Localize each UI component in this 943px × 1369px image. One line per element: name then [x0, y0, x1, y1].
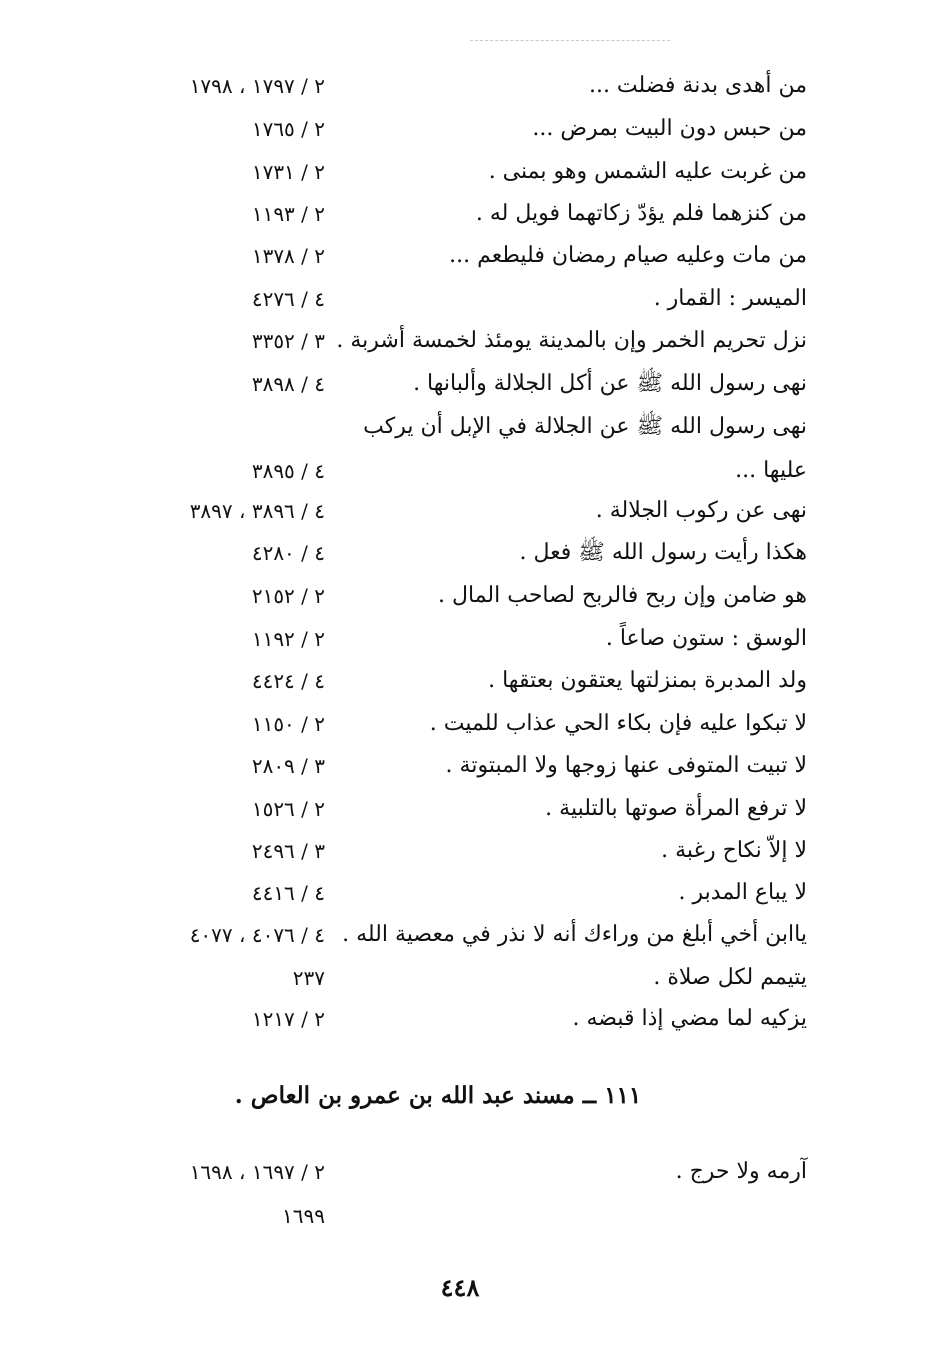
index-entry	[0, 659, 943, 703]
index-entry	[0, 871, 943, 915]
index-entry	[0, 997, 943, 1041]
hadith-text: ياابن أخي أبلغ من وراءك أنه لا نذر في معصية الله .	[342, 922, 807, 947]
index-entry	[0, 702, 943, 746]
index-entry	[0, 1150, 943, 1194]
hadith-reference: ٤ / ٤٢٨٠	[251, 541, 325, 565]
hadith-reference: ٤ / ٤٤٢٤	[251, 669, 325, 693]
hadith-reference: ١٦٩٩	[282, 1204, 325, 1228]
index-entry	[0, 489, 943, 533]
index-entry	[0, 913, 943, 957]
hadith-text: يزكيه لما مضي إذا قبضه .	[572, 1006, 807, 1031]
index-entry	[0, 574, 943, 618]
hadith-reference: ٢ / ١٧٣١	[251, 160, 325, 184]
page-number: ٤٤٨	[440, 1273, 480, 1302]
hadith-reference: ٢ / ١٢١٧	[251, 1007, 325, 1031]
index-entry	[0, 234, 943, 278]
index-entry-continuation	[0, 1194, 943, 1238]
hadith-reference: ٢ / ١٧٩٧ ، ١٧٩٨	[189, 74, 325, 98]
hadith-reference: ٣ / ٢٨٠٩	[251, 754, 325, 778]
index-entry	[0, 617, 943, 661]
hadith-text: من أهدى بدنة فضلت ...	[588, 73, 807, 98]
hadith-reference: ٤ / ٤٢٧٦	[251, 287, 325, 311]
hadith-text: نهى رسول الله ﷺ عن أكل الجلالة وألبانها .	[413, 371, 807, 396]
hadith-reference: ٤ / ٤٤١٦	[251, 881, 325, 905]
index-entry	[0, 319, 943, 363]
index-entry	[0, 405, 943, 493]
hadith-text: نزل تحريم الخمر وإن بالمدينة يومئذ لخمسة أشربة .	[336, 328, 807, 353]
hadith-text: آرمه ولا حرج .	[675, 1159, 807, 1184]
index-entry	[0, 829, 943, 873]
index-entry	[0, 277, 943, 321]
hadith-text: من حبس دون البيت بمرض ...	[532, 116, 807, 141]
hadith-reference: ٤ / ٣٨٩٥	[251, 459, 325, 483]
hadith-text: هو ضامن وإن ربح فالربح لصاحب المال .	[438, 583, 807, 608]
index-entry	[0, 192, 943, 236]
hadith-reference: ٢٣٧	[292, 966, 325, 990]
hadith-reference: ٢ / ١١٩٢	[251, 627, 325, 651]
hadith-text: نهى عن ركوب الجلالة .	[595, 498, 807, 523]
hadith-text: هكذا رأيت رسول الله ﷺ فعل .	[519, 540, 807, 565]
hadith-text: الميسر : القمار .	[653, 286, 807, 311]
hadith-text: نهى رسول الله ﷺ عن الجلالة في الإبل أن يركب عليها ...	[363, 414, 807, 483]
index-entry	[0, 531, 943, 575]
index-entry	[0, 64, 943, 108]
hadith-reference: ٣ / ٢٤٩٦	[251, 839, 325, 863]
hadith-reference: ٢ / ١١٥٠	[251, 712, 325, 736]
index-entry	[0, 787, 943, 831]
hadith-text: من كنزهما فلم يؤدّ زكاتهما فويل له .	[475, 201, 807, 226]
hadith-reference: ٢ / ١٧٦٥	[251, 117, 325, 141]
top-divider	[470, 40, 670, 41]
index-entry	[0, 956, 943, 1000]
hadith-text: لا إلاّ نكاح رغبة .	[661, 838, 807, 863]
hadith-text: من غربت عليه الشمس وهو بمنى .	[488, 159, 807, 184]
index-entry	[0, 362, 943, 406]
hadith-reference: ٤ / ٣٨٩٦ ، ٣٨٩٧	[189, 499, 325, 523]
hadith-reference: ٢ / ١٥٢٦	[251, 797, 325, 821]
hadith-text: من مات وعليه صيام رمضان فليطعم ...	[449, 243, 807, 268]
hadith-text: ولد المدبرة بمنزلتها يعتقون بعتقها .	[488, 668, 807, 693]
hadith-text: لا تبكوا عليه فإن بكاء الحي عذاب للميت .	[429, 711, 807, 736]
hadith-reference: ٣ / ٣٣٥٢	[251, 329, 325, 353]
hadith-text: لا تبيت المتوفى عنها زوجها ولا المبتوتة .	[445, 753, 807, 778]
hadith-text: يتيمم لكل صلاة .	[653, 965, 807, 990]
hadith-reference: ٢ / ١٣٧٨	[251, 244, 325, 268]
section-heading: ١١١ ــ مسند عبد الله بن عمرو بن العاص .	[234, 1082, 642, 1109]
hadith-text: الوسق : ستون صاعاً .	[605, 626, 807, 651]
index-entry	[0, 150, 943, 194]
index-entry	[0, 107, 943, 151]
hadith-reference: ٢ / ١١٩٣	[251, 202, 325, 226]
hadith-text: لا ترفع المرأة صوتها بالتلبية .	[545, 796, 807, 821]
hadith-reference: ٤ / ٤٠٧٦ ، ٤٠٧٧	[189, 923, 325, 947]
hadith-reference: ٤ / ٣٨٩٨	[251, 372, 325, 396]
hadith-text: لا يباع المدبر .	[678, 880, 807, 905]
hadith-reference: ٢ / ١٦٩٧ ، ١٦٩٨	[189, 1160, 325, 1184]
index-entry	[0, 744, 943, 788]
hadith-reference: ٢ / ٢١٥٢	[251, 584, 325, 608]
